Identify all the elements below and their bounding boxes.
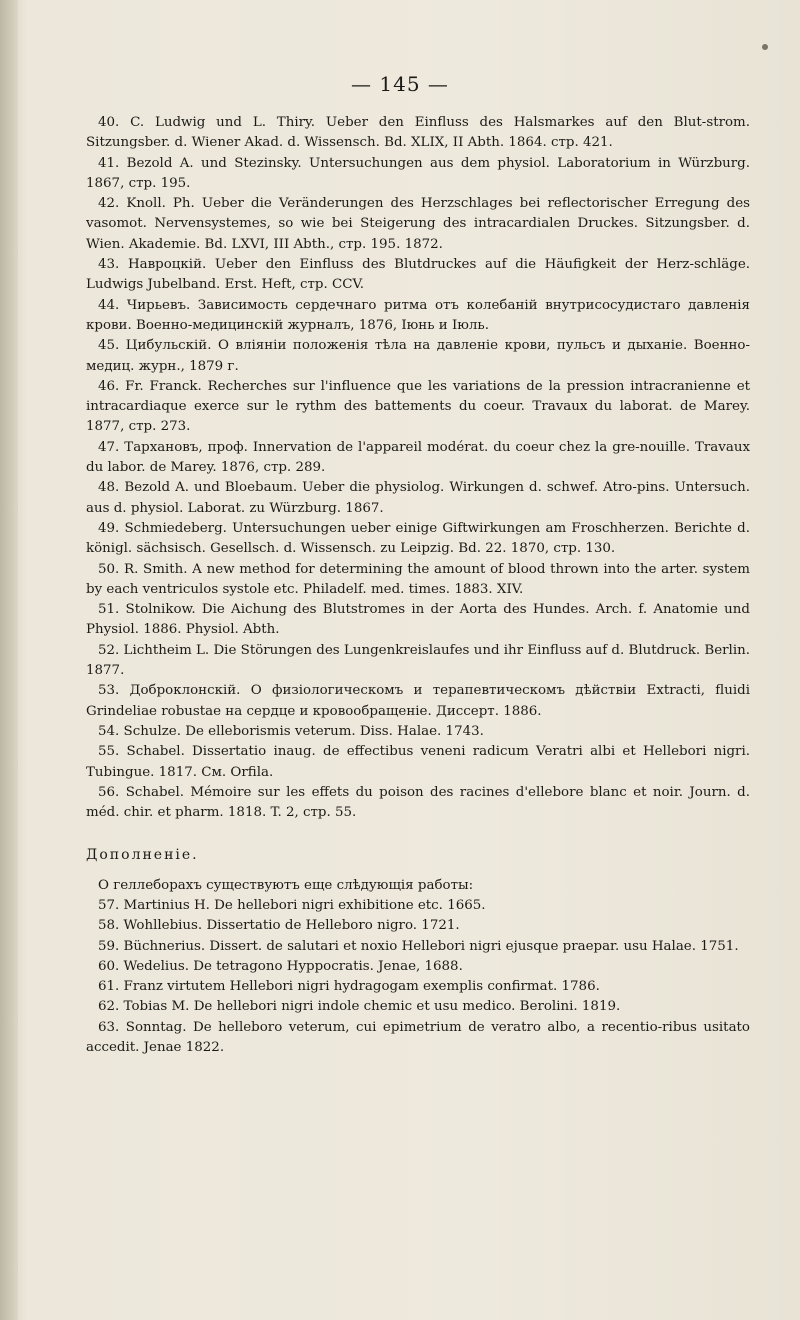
reference-entry: 62. Tobias M. De hellebori nigri indole chemic et usu medico. Berolini. 1819. bbox=[98, 999, 621, 1015]
reference-entry: 45. Цибульскій. О вліяніи положенія тѣла на давленіе крови, пульсъ и дыханіе. Военно-медиц. журн., 1879 г. bbox=[86, 338, 750, 374]
reference-entry: 43. Навроцкій. Ueber den Einfluss des Blutdruckes auf die Häufigkeit der Herz-schläge. Ludwigs Jubelband. Erst. Heft, стр. CCV. bbox=[86, 257, 750, 293]
reference-entry: 52. Lichtheim L. Die Störungen des Lungenkreislaufes und ihr Einfluss auf d. Blutdruck. Berlin. 1877. bbox=[86, 642, 750, 679]
reference-entry: 50. R. Smith. A new method for determining the amount of blood thrown into the arter. system by each ventriculos systole etc. Philadelf. med. times. 1883. XIV. bbox=[86, 561, 750, 597]
reference-entry: 55. Schabel. Dissertatio inaug. de effectibus veneni radicum Veratri albi et Hellebori nigri. Tubingue. 1817. См. Orfila. bbox=[86, 744, 750, 780]
reference-entry: 60. Wedelius. De tetragono Hyppocratis. Jenae, 1688. bbox=[98, 958, 463, 974]
reference-entry: 47. Тархановъ, проф. Innervation de l'appareil modérat. du coeur chez la gre-nouille. Travaux du labor. de Marey. 1876, стр. 289. bbox=[86, 439, 750, 476]
supplement-heading: Дополненіе. bbox=[86, 847, 199, 864]
reference-entry: 42. Knoll. Ph. Ueber die Veränderungen des Herzschlages bei reflectorischer Erregung des vasomot. Nervensystemes, so wie bei Steigerung des intracardialen Druckes. Sitzungsber. d. Wien. Akademie. Bd. LXVI, III Abth., стр. 195. 1872. bbox=[86, 196, 750, 252]
reference-entry: 46. Fr. Franck. Recherches sur l'influence que les variations de la pression intracranienne et intracardiaque exerce sur le rythm des battements du coeur. Travaux du laborat. de Marey. 1877, стр. 273. bbox=[86, 378, 750, 435]
reference-entry: 63. Sonntag. De helleboro veterum, cui epimetrium de veratro albo, a recentio-ribus usitato accedit. Jenae 1822. bbox=[86, 1019, 750, 1056]
supplement-intro: О геллеборахъ существуютъ еще слѣдующія работы: bbox=[98, 877, 474, 893]
page-spine-shadow bbox=[0, 0, 18, 1320]
reference-entry: 51. Stolnikow. Die Aichung des Blutstromes in der Aorta des Hundes. Arch. f. Anatomie und Physiol. 1886. Physiol. Abth. bbox=[86, 602, 750, 638]
page-number: — 145 — bbox=[351, 72, 449, 96]
reference-entry: 49. Schmiedeberg. Untersuchungen ueber einige Giftwirkungen am Froschherzen. Berichte d. königl. sächsisch. Gesellsch. d. Wissensch. zu Leipzig. Bd. 22. 1870, стр. 130. bbox=[86, 520, 750, 557]
reference-entry: 53. Доброклонскій. О физіологическомъ и терапевтическомъ дѣйствіи Extracti, fluidi Grindeliae robustae на сердце и кровообращеніе. Диссерт. 1886. bbox=[86, 683, 750, 719]
reference-entry: 54. Schulze. De elleborismis veterum. Diss. Halae. 1743. bbox=[98, 723, 484, 739]
reference-entry: 57. Martinius H. De hellebori nigri exhibitione etc. 1665. bbox=[98, 897, 486, 913]
bibliography bbox=[86, 113, 750, 1058]
reference-entry: 41. Bezold A. und Stezinsky. Untersuchungen aus dem physiol. Laboratorium in Würzburg. 1867, стр. 195. bbox=[86, 155, 750, 191]
reference-entry: 44. Чирьевъ. Зависимость сердечнаго ритма отъ колебаній внутрисосудистаго давленія крови. Военно-медицинскій журналъ, 1876, Іюнь и Іюль. bbox=[86, 297, 750, 333]
reference-entry: 58. Wohllebius. Dissertatio de Helleboro nigro. 1721. bbox=[98, 918, 460, 934]
reference-entry: 61. Franz virtutem Hellebori nigri hydragogam exemplis confirmat. 1786. bbox=[98, 979, 600, 995]
ink-speck bbox=[762, 44, 768, 50]
reference-entry: 40. C. Ludwig und L. Thiry. Ueber den Einfluss des Halsmarkes auf den Blut-strom. Sitzungsber. d. Wiener Akad. d. Wissensch. Bd. XLIX, II Abth. 1864. стр. 421. bbox=[86, 115, 750, 151]
reference-entry: 48. Bezold A. und Bloebaum. Ueber die physiolog. Wirkungen d. schwef. Atro-pins. Untersuch. aus d. physiol. Laborat. zu Würzburg. 1867. bbox=[86, 480, 750, 516]
reference-entry: 56. Schabel. Mémoire sur les effets du poison des racines d'ellebore blanc et noir. Journ. d. méd. chir. et pharm. 1818. T. 2, стр. 55. bbox=[86, 784, 750, 821]
reference-entry: 59. Büchnerius. Dissert. de salutari et noxio Hellebori nigri ejusque praepar. usu Halae. 1751. bbox=[98, 938, 739, 954]
